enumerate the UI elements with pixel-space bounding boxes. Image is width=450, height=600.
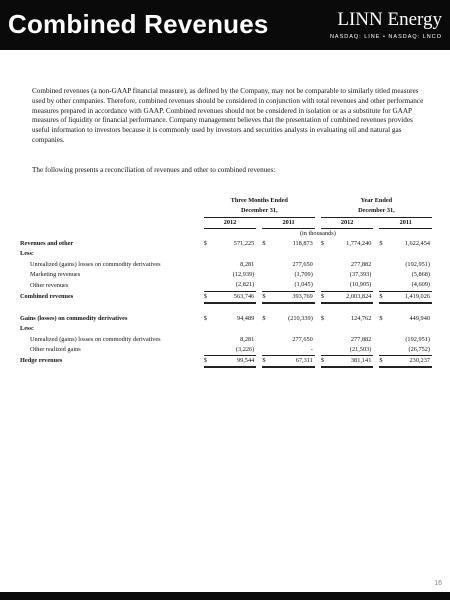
cell-value: 563,746 — [212, 291, 256, 303]
table-row — [20, 239, 432, 249]
currency-symbol: $ — [204, 356, 212, 368]
cell-value: (5,868) — [411, 271, 430, 279]
row-label: Marketing revenues — [30, 271, 81, 279]
cell-value: (21,503) — [349, 345, 372, 353]
intro-paragraph: Combined revenues (a non-GAAP financial measure), as defined by the Company, may not be comparable to similarly titled measures used by other companies. Therefore, combined revenues should be considered in conjunction with total revenues and other performance measures prepared in accordance with GAAP. Combined revenues should not be considered in isolation or as a substitute for GAAP measures of liquidity or financial performance. Company management believes that the presentation of combined revenues provides useful information to investors because it is commonly used by investors and securities analysts in evaluating oil and natural gas companies. — [32, 87, 424, 144]
cell-value: 8,281 — [240, 260, 255, 268]
cell-value: (37,393) — [349, 271, 372, 279]
logo-ticker: NASDAQ: LINE • NASDAQ: LNCO — [329, 34, 442, 40]
table-row — [20, 345, 432, 356]
group-header-three-months: Three Months Ended — [230, 197, 288, 204]
cell-value: 124,762 — [350, 314, 372, 322]
cell-value: (4,609) — [411, 281, 430, 289]
row-label: Combined revenues — [20, 292, 74, 300]
table-row — [20, 249, 432, 259]
cell-value: 571,225 — [233, 240, 255, 248]
group-subheader-year: December 31, — [321, 206, 432, 217]
logo-name: LINN Energy — [337, 9, 442, 30]
table-header-years — [20, 217, 432, 228]
cell-value: (1,709) — [294, 271, 313, 279]
currency-symbol: $ — [204, 291, 212, 303]
table-row — [20, 280, 432, 291]
row-label: Other realized gains — [30, 346, 81, 354]
reconciliation-table — [20, 196, 432, 368]
currency-symbol: $ — [321, 291, 329, 303]
currency-symbol: $ — [203, 314, 207, 322]
table-row — [20, 260, 432, 270]
row-label: Unrealized (gains) losses on commodity derivatives — [30, 335, 161, 343]
cell-value: 277,882 — [350, 335, 372, 343]
table-row — [20, 335, 432, 345]
lead-paragraph: The following presents a reconciliation of revenues and other to combined revenues: — [32, 166, 276, 174]
currency-symbol: $ — [262, 240, 266, 248]
cell-value: (12,939) — [232, 271, 255, 279]
cell-value: (1,045) — [294, 281, 313, 289]
row-label: Less: — [20, 250, 34, 258]
units-label: (in thousands) — [299, 229, 336, 237]
currency-symbol: $ — [320, 240, 325, 248]
year-header: 2012 — [204, 217, 257, 228]
cell-value: 449,940 — [409, 314, 430, 322]
cell-value: 230,237 — [387, 356, 432, 368]
currency-symbol: $ — [320, 314, 325, 322]
table-row — [20, 314, 432, 324]
row-label: Revenues and other — [20, 240, 74, 248]
cell-value: 8,281 — [240, 335, 255, 343]
cell-value: (210,339) — [288, 314, 313, 322]
year-header: 2011 — [379, 217, 432, 228]
cell-value: 277,882 — [350, 260, 372, 268]
cell-value: 277,650 — [292, 335, 313, 343]
cell-value: 277,650 — [292, 260, 313, 268]
year-header: 2012 — [321, 217, 374, 228]
group-header-year: Year Ended — [360, 197, 393, 204]
table-header-row-1 — [20, 196, 432, 206]
currency-symbol: $ — [379, 291, 387, 303]
table-row-total — [20, 291, 432, 303]
cell-value: 1,622,454 — [404, 240, 430, 248]
currency-symbol: $ — [203, 240, 207, 248]
table-row — [20, 324, 432, 334]
cell-value: (26,752) — [408, 345, 430, 353]
cell-value: (2,821) — [235, 281, 255, 289]
row-label: Less: — [20, 325, 34, 333]
cell-value: (192,951) — [405, 335, 430, 343]
cell-value: 1,774,240 — [346, 240, 372, 248]
currency-symbol: $ — [321, 356, 329, 368]
cell-value: (192,951) — [405, 260, 430, 268]
currency-symbol: $ — [379, 240, 383, 248]
title-bar — [0, 0, 450, 50]
cell-value: 381,141 — [329, 356, 373, 368]
cell-value: 94,489 — [236, 314, 255, 322]
cell-value: (3,226) — [235, 345, 255, 353]
cell-value: 99,544 — [212, 356, 256, 368]
table-header-row-2 — [20, 206, 432, 217]
table-spacer — [20, 303, 432, 314]
currency-symbol: $ — [262, 291, 270, 303]
page-number: 16 — [434, 580, 442, 587]
table-units-row — [20, 228, 432, 239]
table-row-total — [20, 356, 432, 368]
table-row — [20, 270, 432, 280]
row-label: Hedge revenues — [20, 357, 63, 365]
currency-symbol: $ — [262, 356, 270, 368]
cell-value: 118,873 — [292, 240, 313, 248]
cell-value: 67,311 — [270, 356, 314, 368]
currency-symbol: $ — [379, 356, 387, 368]
currency-symbol: $ — [379, 314, 383, 322]
cell-value: - — [310, 345, 313, 353]
row-label: Unrealized (gains) losses on commodity derivatives — [30, 260, 161, 268]
year-header: 2011 — [262, 217, 315, 228]
row-label: Gains (losses) on commodity derivatives — [20, 314, 128, 322]
currency-symbol: $ — [262, 314, 266, 322]
company-logo — [330, 9, 442, 40]
group-subheader-three-months: December 31, — [204, 206, 315, 217]
cell-value: 1,419,026 — [387, 291, 432, 303]
page-title: Combined Revenues — [8, 9, 269, 39]
cell-value: (10,905) — [349, 281, 372, 289]
cell-value: 2,003,824 — [329, 291, 373, 303]
row-label: Other revenues — [30, 281, 69, 289]
cell-value: 393,769 — [270, 291, 314, 303]
footer-bar — [0, 592, 450, 600]
